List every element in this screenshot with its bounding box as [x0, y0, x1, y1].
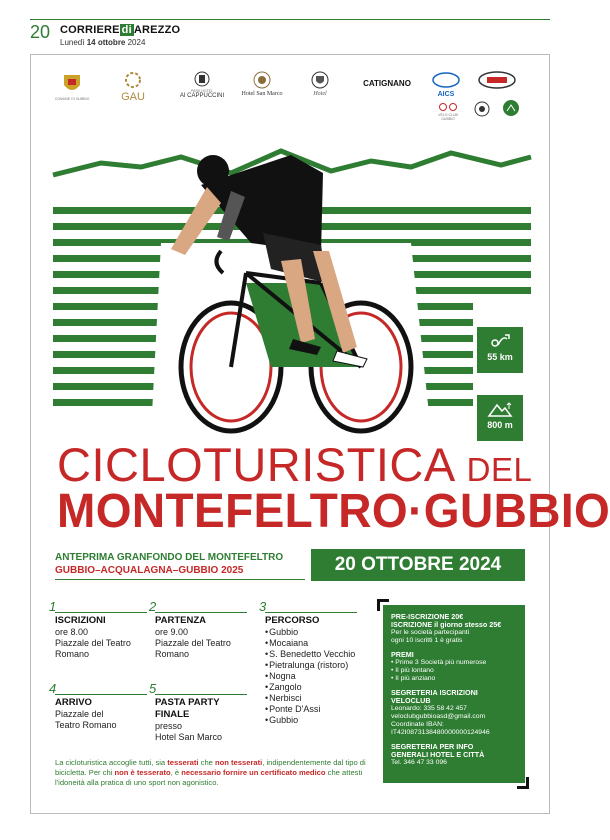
route-stop: • Gubbio [265, 715, 355, 726]
event-date: 20 OTTOBRE 2024 [311, 549, 525, 581]
info-line: Per le società partecipanti [391, 629, 470, 636]
section-percorso [259, 599, 356, 726]
elevation-badge [477, 395, 523, 441]
section-pasta-party [149, 681, 223, 743]
contact-line: Leonardo: 335 58 42 457 [391, 705, 467, 712]
section-line: Romano [55, 649, 90, 659]
prize-item: • Il più lontano [391, 667, 517, 675]
subtitle-line-1: ANTEPRIMA GRANFONDO DEL MONTEFELTRO [55, 552, 284, 563]
section-iscrizioni [49, 599, 131, 660]
dateline [60, 38, 145, 47]
logo-velo-label: VELO CLUB GUBBIO [438, 113, 458, 121]
cyclist-illustration [31, 133, 551, 463]
poster [30, 54, 610, 814]
route-stop: • Ponte D'Assi [265, 704, 355, 715]
section-line: Piazzale del Teatro [55, 638, 131, 648]
info-phone: Tel. 346 47 33 096 [391, 759, 447, 766]
prize-item: • Prime 3 Società più numerose [391, 659, 517, 667]
contact-email[interactable]: veloclubgubbioasd@gmail.com [391, 713, 486, 720]
route-stop: • Nerbisci [265, 693, 355, 704]
logo-cappuccini-line2: AI CAPPUCCINI [179, 93, 225, 99]
section-line: ore 8.00 [55, 627, 89, 637]
section-line: Hotel San Marco [155, 732, 223, 742]
distance-badge [477, 327, 523, 373]
header-rule [30, 19, 550, 20]
subtitle [55, 551, 305, 577]
segreteria-title: SEGRETERIA ISCRIZIONI [391, 688, 478, 697]
logo-cappuccini [171, 71, 233, 99]
masthead-mid: di [121, 24, 132, 36]
logo-round-1 [471, 101, 493, 119]
section-number: 4 [49, 681, 57, 696]
section-number: 1 [49, 599, 57, 614]
section-title: PASTA PARTY [155, 697, 220, 708]
section-partenza [149, 599, 231, 660]
title-main: CICLOTURISTICA [57, 438, 454, 491]
round-badge-icon [474, 101, 490, 117]
page-number: 20 [30, 22, 51, 42]
route-pin-icon [489, 333, 511, 349]
section-title: ISCRIZIONI [55, 615, 106, 626]
date-bold: 14 ottobre [86, 38, 126, 47]
subtitle-rule [55, 579, 305, 580]
participation-note: La cicloturistica accoglie tutti, sia tesserati che non tesserati, indipendentemente dal tipo di bicicletta. Per chi non è tesserato, è necessario fornire un certificato medico che attesti l'idoneità alla pratica di uno sport non agonistico. [55, 758, 366, 787]
logo-catignano-label: CATIGNANO [363, 79, 411, 88]
logo-giro-badge [475, 71, 519, 91]
crest-icon [62, 71, 82, 95]
info-subtitle: GENERALI HOTEL E CITTÀ [391, 750, 485, 759]
section-number: 2 [149, 599, 157, 614]
title-small: DEL [466, 451, 533, 488]
prize-item: • Il più anziano [391, 675, 517, 683]
section-line: presso [155, 721, 183, 731]
mountain-icon [487, 401, 513, 417]
section-line: Teatro Romano [55, 720, 117, 730]
info-title: SEGRETERIA PER INFO [391, 742, 474, 751]
distance-value: 55 km [487, 352, 513, 362]
section-title: ARRIVO [55, 697, 92, 708]
segreteria-subtitle: VELOCLUB [391, 696, 431, 705]
logo-comune [49, 71, 95, 101]
logo-gau [109, 71, 157, 103]
registration-info-box [383, 605, 525, 783]
section-line: ore 9.00 [155, 627, 189, 637]
route-stop: • Mocaiana [265, 638, 355, 649]
aics-mark-icon [432, 71, 460, 89]
route-stop: • Nogna [265, 671, 355, 682]
logo-aics-label: AICS [437, 91, 455, 98]
logo-catignano [357, 71, 417, 88]
hotel-emblem-icon [194, 71, 210, 87]
subtitle-line-2: GUBBIO–ACQUALAGNA–GUBBIO 2025 [55, 565, 244, 576]
info-line: ogni 10 iscritti 1 è gratis [391, 637, 463, 644]
section-number: 3 [259, 599, 267, 614]
elevation-value: 800 m [487, 420, 513, 430]
iban-value: IT42I0873138480000000124946 [391, 729, 490, 736]
masthead-left: CORRIERE [60, 24, 120, 36]
flower-icon [122, 71, 144, 89]
route-stop: • Gubbio [265, 627, 355, 638]
premi-title: PREMI [391, 650, 414, 659]
logo-comune-label: COMUNE DI GUBBIO [54, 97, 90, 101]
logo-sanmarco [231, 71, 293, 97]
route-stop: • S. Benedetto Vecchio [265, 649, 355, 660]
date-prefix: Lunedì [60, 38, 85, 47]
title-line-2: MONTEFELTRO·GUBBIO [57, 482, 610, 538]
logo-cappuccini-line1: PARK HOTEL [191, 89, 213, 93]
section-line: Piazzale del [55, 709, 104, 719]
section-title: PERCORSO [265, 615, 320, 626]
section-title: PARTENZA [155, 615, 207, 626]
masthead-right: AREZZO [133, 24, 181, 36]
iscrizione-title: ISCRIZIONE il giorno stesso 25€ [391, 620, 502, 629]
cyclist-badge-icon [502, 99, 520, 117]
logo-gau-label: GAU [121, 91, 145, 103]
sponsor-logos [31, 61, 551, 131]
section-arrivo [49, 681, 117, 731]
lion-emblem-icon [253, 71, 271, 89]
pre-iscrizione-title: PRE-ISCRIZIONE 20€ [391, 612, 464, 621]
masthead [60, 24, 180, 36]
logo-aics [431, 71, 461, 98]
cyclist-artwork [31, 133, 551, 463]
logo-sanmarco-label: Hotel San Marco [241, 91, 283, 97]
logo-velo-club [433, 101, 463, 121]
logo-hotel-cavour: Hotel [289, 71, 351, 97]
bike-icon [439, 101, 457, 111]
route-stop: • Pietralunga (ristoro) [265, 660, 355, 671]
section-line: Romano [155, 649, 190, 659]
route-stop: • Zangolo [265, 682, 355, 693]
logo-round-2 [499, 99, 523, 119]
section-line: Piazzale del Teatro [155, 638, 231, 648]
date-year: 2024 [127, 38, 146, 47]
section-title-2: FINALE [155, 709, 190, 720]
shield-emblem-icon [311, 71, 329, 89]
section-number: 5 [149, 681, 157, 696]
oval-badge-icon [477, 71, 517, 89]
contact-line: Coordinate IBAN: [391, 721, 444, 728]
